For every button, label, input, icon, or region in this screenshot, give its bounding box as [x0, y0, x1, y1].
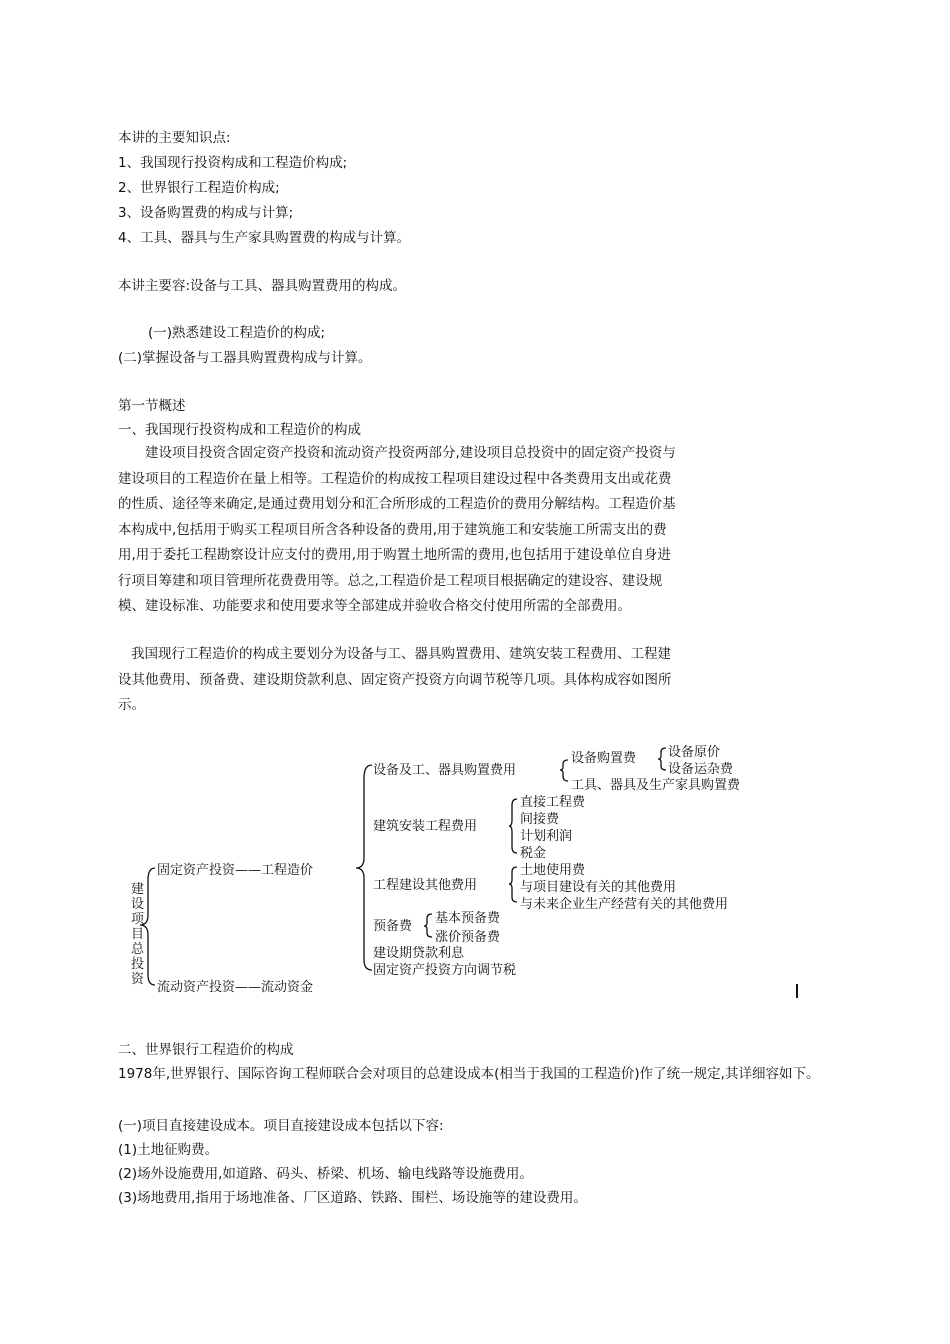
diagram-equipment-transport: 设备运杂费: [668, 762, 734, 777]
diagram-direct-cost: 直接工程费: [520, 795, 586, 810]
diagram-equipment-purchase: 设备购置费: [571, 751, 637, 766]
diagram-loan-interest: 建设期贷款利息: [373, 946, 465, 961]
diagram-current-investment: 流动资产投资——流动资金: [157, 980, 314, 995]
knowledge-point-1: 1、我国现行投资构成和工程造价构成;: [118, 155, 348, 171]
section-2-item-1: (1)土地征购费。: [118, 1142, 219, 1158]
requirement-2: (二)掌握设备与工器具购置费构成与计算。: [118, 350, 372, 366]
diagram-adjustment-tax: 固定资产投资方向调节税: [373, 963, 517, 978]
knowledge-point-4: 4、工具、器具与生产家具购置费的构成与计算。: [118, 230, 411, 246]
section-2-item-0: (一)项目直接建设成本。项目直接建设成本包括以下容:: [118, 1118, 444, 1134]
diagram-price-reserve: 涨价预备费: [435, 930, 501, 945]
section-1-paragraph-2: 我国现行工程造价的构成主要划分为设备与工、器具购置费用、建筑安装工程费用、工程建设其他费用、预备费、建设期贷款利息、固定资产投资方向调节税等几项。具体构成容如图所示。: [118, 646, 672, 713]
diagram-basic-reserve: 基本预备费: [435, 911, 501, 926]
diagram-indirect-cost: 间接费: [520, 812, 560, 827]
main-content-line: 本讲主要容:设备与工具、器具购置费用的构成。: [118, 278, 407, 294]
section-1-subtitle: 一、我国现行投资构成和工程造价的构成: [118, 422, 361, 438]
diagram-tools-cost: 工具、器具及生产家具购置费: [571, 778, 741, 793]
diagram-reserve-fund: 预备费: [373, 919, 413, 934]
diagram-building-cost: 建筑安装工程费用: [373, 819, 478, 834]
diagram-land-use-fee: 土地使用费: [520, 863, 586, 878]
diagram-future-related-fee: 与未来企业生产经营有关的其他费用: [520, 897, 729, 912]
section-1-title: 第一节概述: [118, 398, 186, 414]
knowledge-point-2: 2、世界银行工程造价构成;: [118, 180, 280, 196]
diagram-root-label: 建设项目总投资: [131, 882, 145, 987]
intro-heading: 本讲的主要知识点:: [118, 130, 231, 146]
diagram-other-cost: 工程建设其他费用: [373, 878, 478, 893]
diagram-fixed-investment: 固定资产投资——工程造价: [157, 863, 314, 878]
section-2-paragraph: 1978年,世界银行、国际咨询工程师联合会对项目的总建设成本(相当于我国的工程造价)作了统一规定,其详细容如下。: [118, 1066, 820, 1082]
diagram-project-related-fee: 与项目建设有关的其他费用: [520, 880, 677, 895]
section-1-paragraph-1: 建设项目投资含固定资产投资和流动资产投资两部分,建设项目总投资中的固定资产投资与建设项目的工程造价在量上相等。工程造价的构成按工程项目建设过程中各类费用支出或花费的性质、途径等来确定,是通过费用划分和汇合所形成的工程造价的费用分解结构。工程造价基本构成中,包括用于购买工程项目所含各种设备的费用,用于建筑施工和安装施工所需支出的费用,用于委托工程勘察设计应支付的费用,用于购置土地所需的费用,也包括用于建设单位自身进行项目筹建和项目管理所花费费用等。总之,工程造价是工程项目根据确定的建设容、建设规模、建设标准、功能要求和使用要求等全部建成并验收合格交付使用所需的全部费用。: [118, 445, 676, 614]
requirement-1: (一)熟悉建设工程造价的构成;: [148, 325, 326, 341]
diagram-planned-profit: 计划利润: [520, 829, 573, 844]
section-2-item-2: (2)场外设施费用,如道路、码头、桥梁、机场、输电线路等设施费用。: [118, 1166, 533, 1182]
diagram-equipment-original-price: 设备原价: [668, 745, 721, 760]
section-2-item-3: (3)场地费用,指用于场地准备、厂区道路、铁路、围栏、场设施等的建设费用。: [118, 1190, 587, 1206]
diagram-tax: 税金: [520, 846, 547, 861]
section-2-title: 二、世界银行工程造价的构成: [118, 1042, 294, 1058]
diagram-equipment-cost: 设备及工、器具购置费用: [373, 763, 517, 778]
knowledge-point-3: 3、设备购置费的构成与计算;: [118, 205, 294, 221]
